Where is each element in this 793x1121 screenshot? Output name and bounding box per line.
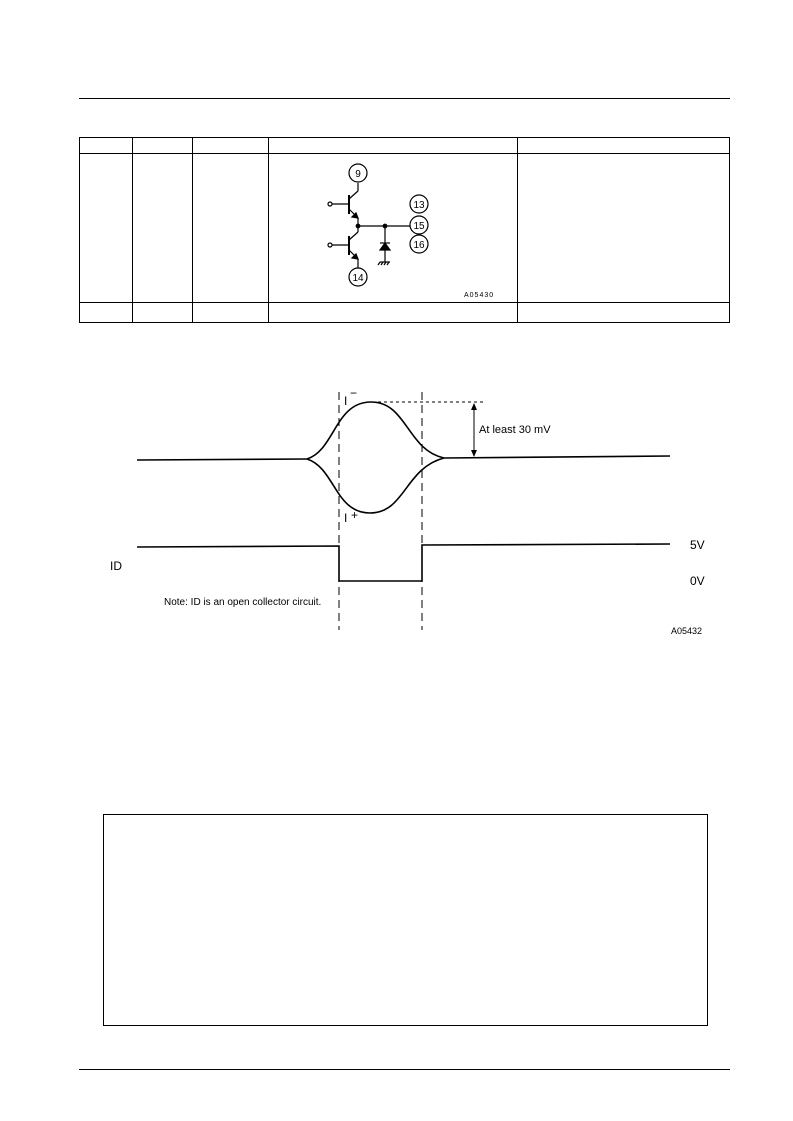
low-level-label: 0V xyxy=(690,574,705,588)
input-baseline-right xyxy=(444,456,670,458)
i-minus-label: I xyxy=(344,394,348,408)
pin-15-label: 15 xyxy=(413,221,425,232)
pin-13-label: 13 xyxy=(413,200,425,211)
waveform-diagram xyxy=(137,392,670,630)
id-signal-label: ID xyxy=(110,559,122,573)
i-minus-sign: − xyxy=(350,386,358,400)
high-level-label: 5V xyxy=(690,538,705,552)
footer-rule xyxy=(79,1069,730,1070)
amplitude-label: At least 30 mV xyxy=(479,424,551,436)
input-baseline-left xyxy=(137,459,307,460)
i-plus-envelope xyxy=(307,458,444,513)
i-plus-sign: + xyxy=(351,508,359,522)
note-frame xyxy=(103,814,708,1026)
pin-14-label: 14 xyxy=(352,273,364,284)
waveform-figure-code: A05432 xyxy=(671,626,703,636)
id-output-trace xyxy=(137,544,670,581)
open-collector-note: Note: ID is an open collector circuit. xyxy=(164,597,322,608)
i-plus-label: I xyxy=(344,511,348,525)
circuit-figure-code: A05430 xyxy=(464,292,495,299)
i-minus-envelope xyxy=(307,402,444,459)
pin-9-label: 9 xyxy=(355,169,361,180)
pin-16-label: 16 xyxy=(413,240,425,251)
